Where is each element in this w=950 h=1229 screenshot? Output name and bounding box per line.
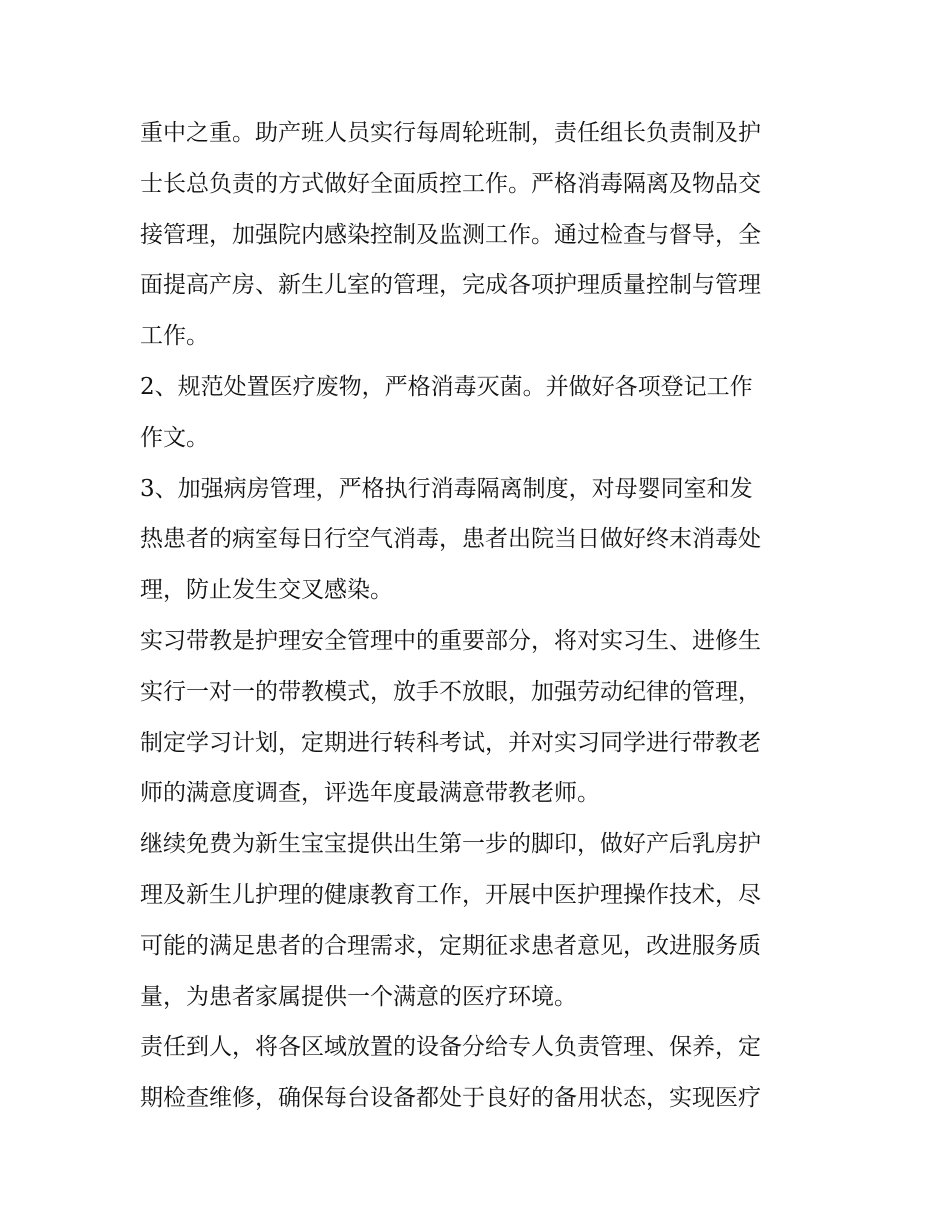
- text-line: 工作。: [140, 323, 209, 350]
- text-line: 理及新生儿护理的健康教育工作，开展中医护理操作技术，尽: [140, 881, 761, 908]
- text-line: 期检查维修，确保每台设备都处于良好的备用状态，实现医疗: [140, 1085, 761, 1112]
- text-line: 接管理，加强院内感染控制及监测工作。通过检查与督导，全: [140, 221, 761, 248]
- document-body: [140, 108, 812, 1124]
- text-line: 2、规范处置医疗废物，严格消毒灭菌。并做好各项登记工作: [140, 373, 753, 400]
- text-line: 量，为患者家属提供一个满意的医疗环境。: [140, 983, 577, 1010]
- text-line: 理，防止发生交叉感染。: [140, 577, 393, 604]
- text-line: 制定学习计划，定期进行转科考试，并对实习同学进行带教老: [140, 729, 761, 756]
- text-line: 实习带教是护理安全管理中的重要部分，将对实习生、进修生: [140, 627, 761, 654]
- text-line: 3、加强病房管理，严格执行消毒隔离制度，对母婴同室和发: [140, 475, 753, 502]
- text-line: 继续免费为新生宝宝提供出生第一步的脚印，做好产后乳房护: [140, 831, 761, 858]
- text-line: 作文。: [140, 424, 209, 451]
- text-line: 师的满意度调查，评选年度最满意带教老师。: [140, 780, 600, 807]
- text-line: 责任到人，将各区域放置的设备分给专人负责管理、保养，定: [140, 1034, 761, 1061]
- text-line: 士长总负责的方式做好全面质控工作。严格消毒隔离及物品交: [140, 170, 761, 197]
- text-line: 面提高产房、新生儿室的管理，完成各项护理质量控制与管理: [140, 272, 761, 299]
- text-line: 重中之重。助产班人员实行每周轮班制，责任组长负责制及护: [140, 120, 761, 146]
- text-line: 热患者的病室每日行空气消毒，患者出院当日做好终末消毒处: [140, 526, 761, 553]
- text-line: 实行一对一的带教模式，放手不放眼，加强劳动纪律的管理，: [140, 678, 761, 705]
- text-line: 可能的满足患者的合理需求，定期征求患者意见，改进服务质: [140, 932, 761, 959]
